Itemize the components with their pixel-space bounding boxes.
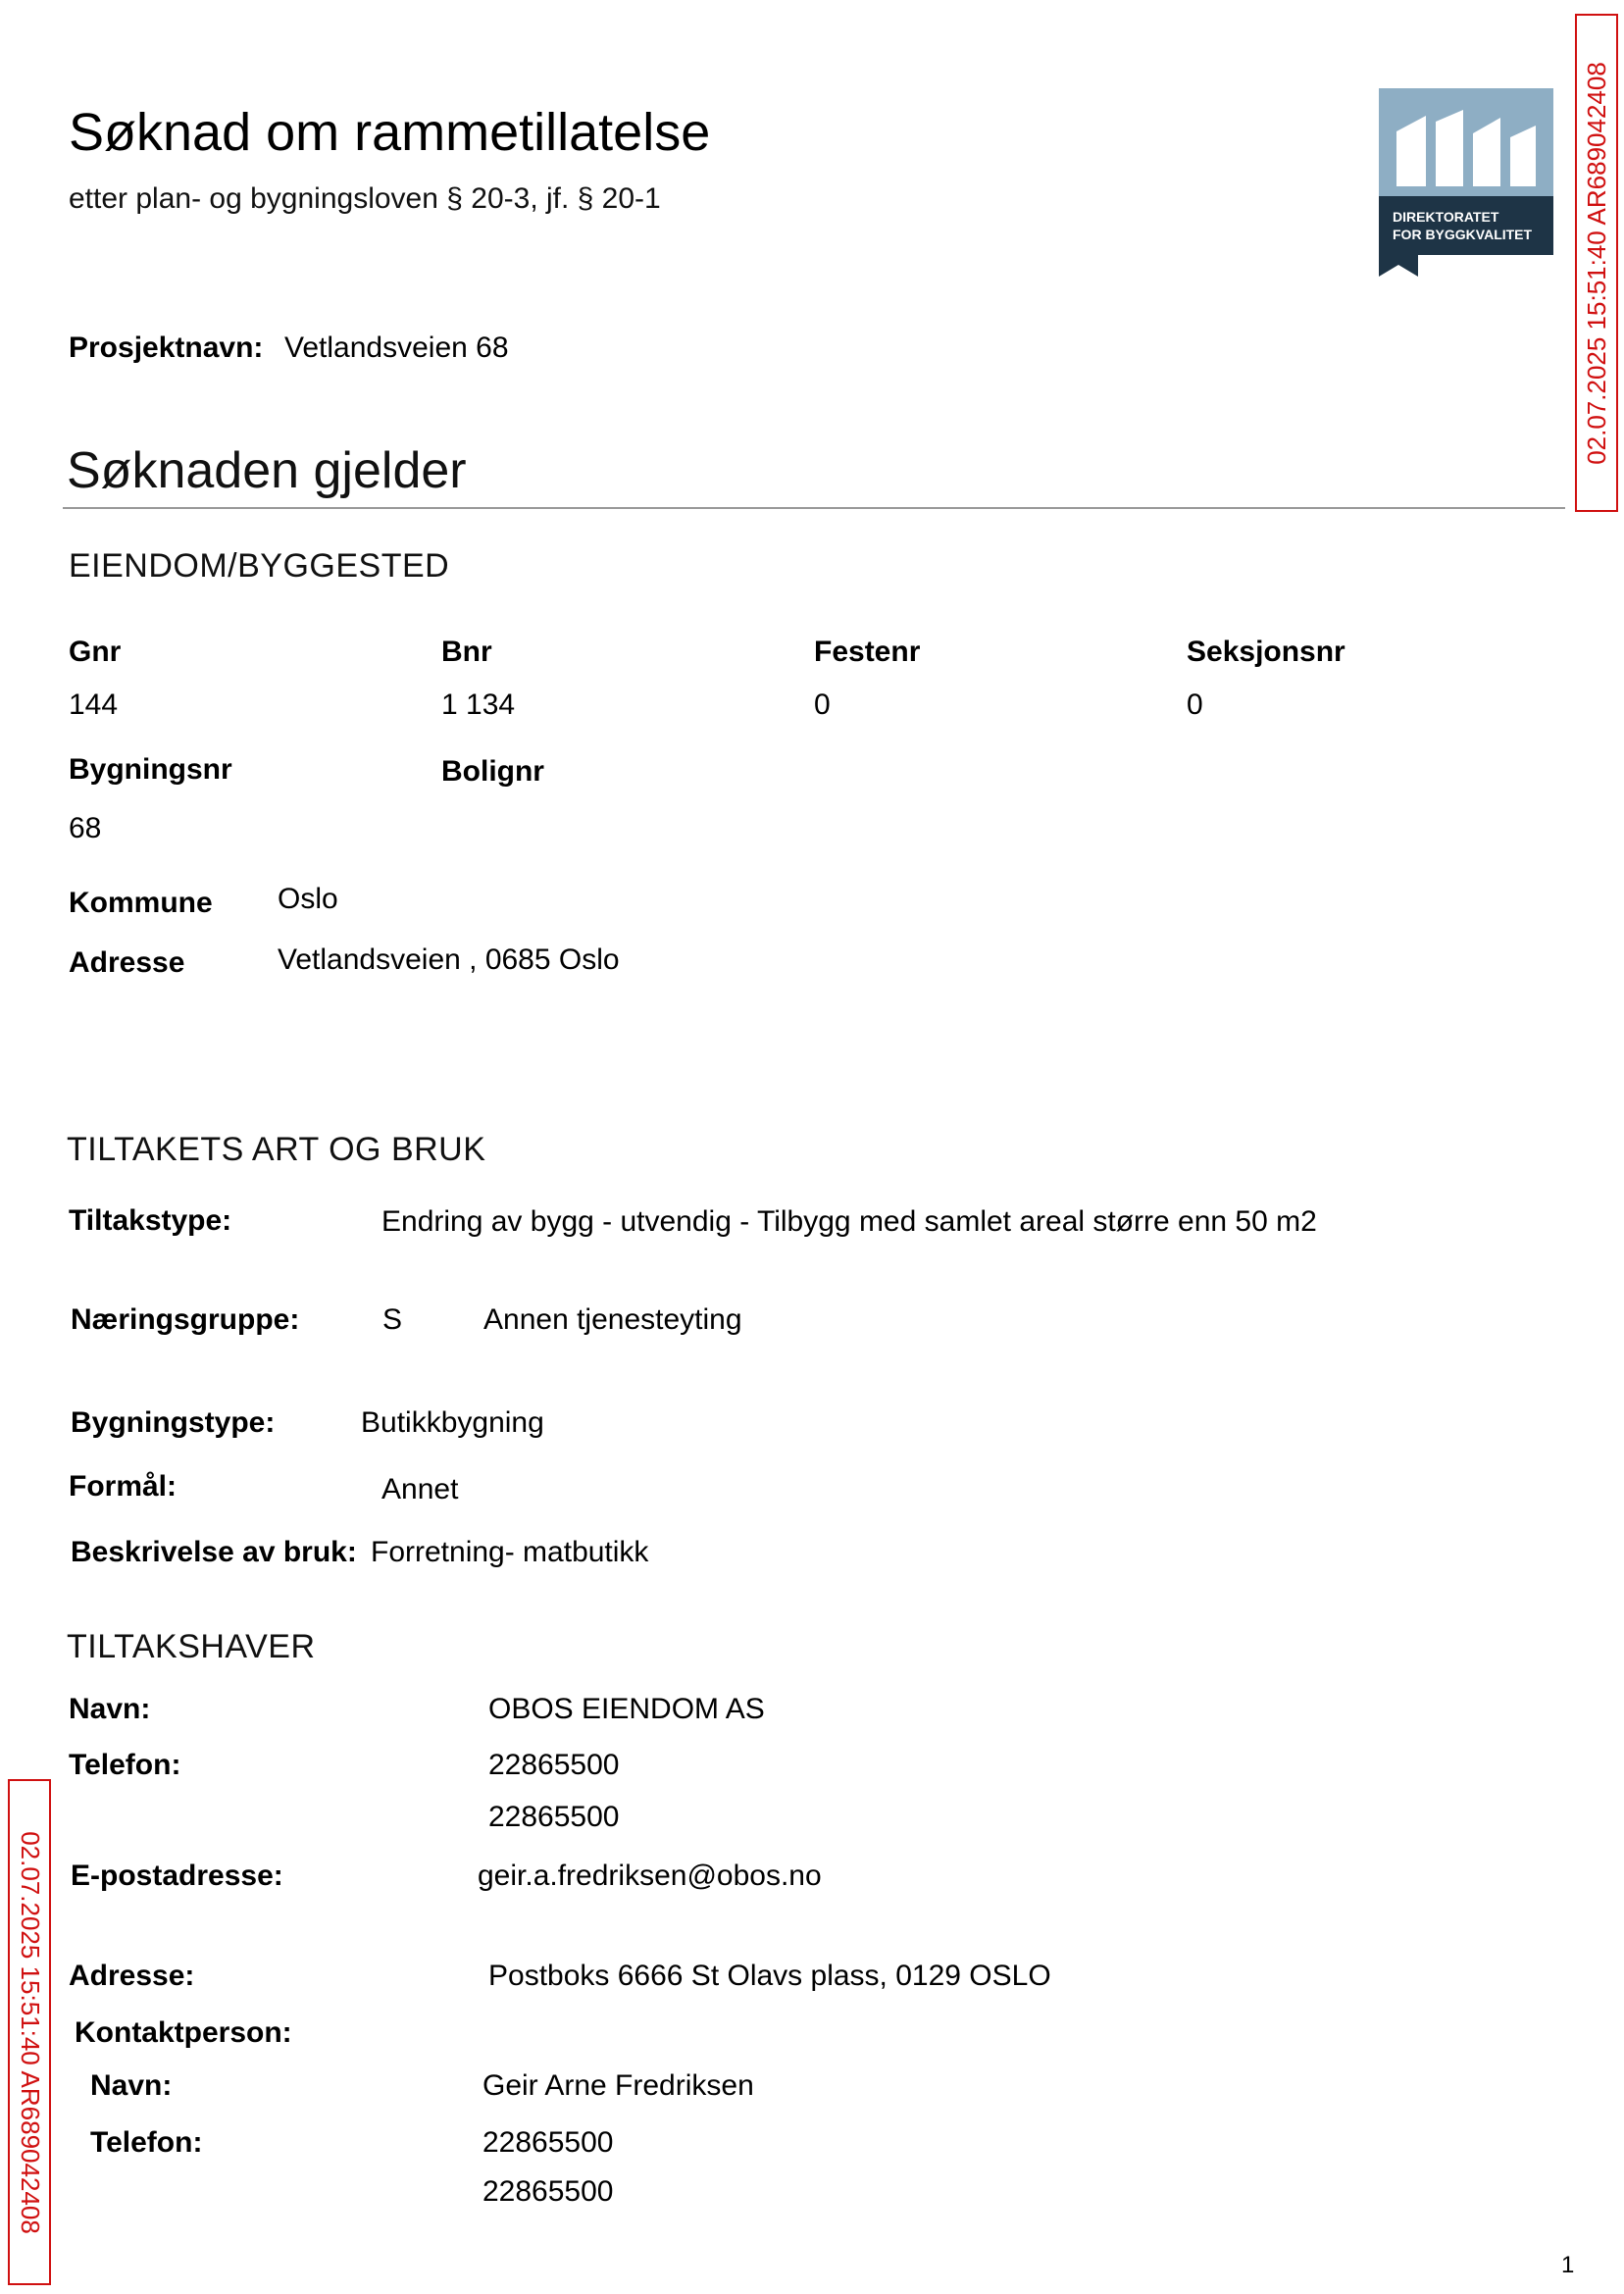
document-subtitle: etter plan- og bygningsloven § 20-3, jf. § 20-1 (69, 182, 661, 215)
project-label: Prosjektnavn: (69, 331, 264, 364)
beskrivelse-value: Forretning- matbutikk (371, 1536, 649, 1568)
adresse-value: Vetlandsveien , 0685 Oslo (278, 943, 620, 976)
document-title: Søknad om rammetillatelse (69, 103, 711, 162)
tiltakstype-label: Tiltakstype: (69, 1204, 232, 1237)
gnr-value: 144 (69, 688, 119, 721)
telefon-value-2: 22865500 (488, 1801, 620, 1833)
logo-text-line1: DIREKTORATET (1393, 209, 1499, 225)
bygningstype-value: Butikkbygning (361, 1406, 544, 1439)
seksjonsnr-label: Seksjonsnr (1187, 636, 1345, 668)
tiltakstype-value: Endring av bygg - utvendig - Tilbygg med samlet areal større enn 50 m2 (381, 1205, 1317, 1238)
kontakt-navn-value: Geir Arne Fredriksen (482, 2069, 754, 2102)
bygningsnr-label: Bygningsnr (69, 753, 232, 786)
section-heading: Søknaden gjelder (67, 442, 467, 499)
navn-label: Navn: (69, 1693, 151, 1725)
bolignr-label: Bolignr (441, 755, 544, 788)
adresse-label-owner: Adresse: (69, 1960, 195, 1992)
kommune-value: Oslo (278, 883, 338, 915)
adresse-value-owner: Postboks 6666 St Olavs plass, 0129 OSLO (488, 1960, 1051, 1992)
stamp-top-text: 02.07.2025 15:51:40 AR689042408 (1581, 61, 1611, 465)
section-divider (63, 507, 1565, 509)
tiltak-heading: TILTAKETS ART OG BRUK (67, 1131, 486, 1168)
naeringsgruppe-code: S (382, 1303, 403, 1336)
kontakt-navn-label: Navn: (90, 2069, 173, 2102)
navn-value: OBOS EIENDOM AS (488, 1693, 765, 1725)
stamp-bottom-text: 02.07.2025 15:51:40 AR689042408 (15, 1830, 45, 2234)
telefon-label: Telefon: (69, 1749, 181, 1781)
naeringsgruppe-label: Næringsgruppe: (71, 1303, 300, 1336)
festenr-label: Festenr (814, 636, 921, 668)
kontaktperson-label: Kontaktperson: (75, 2016, 292, 2049)
kontakt-telefon-value-1: 22865500 (482, 2126, 614, 2159)
bygningstype-label: Bygningstype: (71, 1406, 276, 1439)
gnr-label: Gnr (69, 636, 122, 668)
timestamp-stamp-top (1575, 14, 1618, 512)
kontakt-telefon-label: Telefon: (90, 2126, 203, 2159)
seksjonsnr-value: 0 (1187, 688, 1203, 721)
dibk-logo-mark (1379, 88, 1553, 277)
dibk-logo (1379, 88, 1553, 277)
epost-label: E-postadresse: (71, 1860, 283, 1892)
page-number: 1 (1561, 2252, 1575, 2278)
timestamp-stamp-bottom (8, 1779, 51, 2285)
project-value: Vetlandsveien 68 (284, 331, 509, 364)
formal-label: Formål: (69, 1470, 178, 1503)
beskrivelse-label: Beskrivelse av bruk: (71, 1536, 357, 1568)
bnr-label: Bnr (441, 636, 492, 668)
eiendom-heading: EIENDOM/BYGGESTED (69, 547, 450, 585)
naeringsgruppe-value: Annen tjenesteyting (483, 1303, 742, 1336)
kontakt-telefon-value-2: 22865500 (482, 2175, 614, 2208)
bygningsnr-value: 68 (69, 812, 102, 844)
formal-value: Annet (381, 1473, 459, 1505)
kommune-label: Kommune (69, 887, 213, 919)
epost-value: geir.a.fredriksen@obos.no (478, 1860, 822, 1892)
bnr-value: 1 134 (441, 688, 516, 721)
logo-text-line2: FOR BYGGKVALITET (1393, 227, 1533, 242)
adresse-label: Adresse (69, 946, 185, 979)
festenr-value: 0 (814, 688, 831, 721)
telefon-value-1: 22865500 (488, 1749, 620, 1781)
tiltakshaver-heading: TILTAKSHAVER (67, 1628, 316, 1665)
